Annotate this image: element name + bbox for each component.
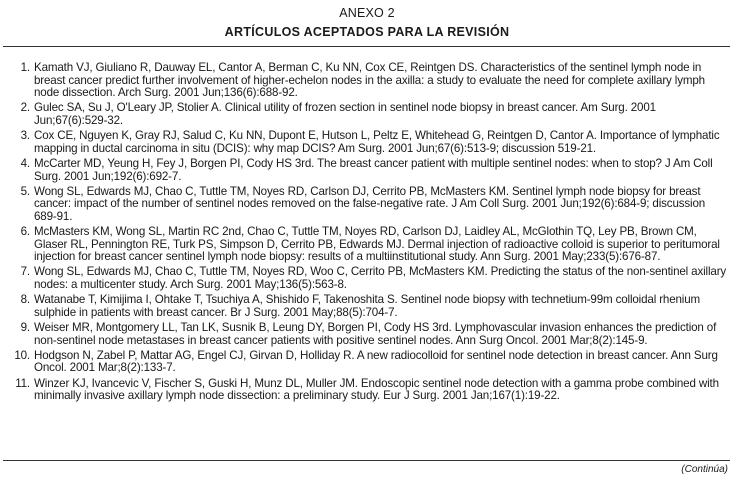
reference-text: Weiser MR, Montgomery LL, Tan LK, Susnik B, Leung DY, Borgen PI, Cody HS 3rd. Lymphovascular invasion enhances the prediction of non-sentinel node metastases in breast cancer patients with positive sentinel nodes. Ann Surg Oncol. 2001 Mar;8(2):145-9.: [34, 321, 717, 347]
reference-text: Winzer KJ, Ivancevic V, Fischer S, Guski H, Munz DL, Muller JM. Endoscopic sentinel node detection with a gamma probe combined with minimally invasive axillary lymph node dissection: a preliminary study. Eur J Surg. 2001 Jan;167(1):19-22.: [34, 376, 719, 403]
reference-number: 1.: [20, 61, 30, 74]
reference-text: Watanabe T, Kimijima I, Ohtake T, Tsuchiya A, Shishido F, Takenoshita S. Sentinel node biopsy with technetium-99m colloidal rhenium sulphide in patients with breast cancer. Br J Surg. 2001 May;88(5):704-7.: [34, 293, 701, 319]
reference-number: 7.: [20, 265, 30, 279]
reference-text: Wong SL, Edwards MJ, Chao C, Tuttle TM, Noyes RD, Woo C, Cerrito PB, McMasters KM. Predicting the status of the non-sentinel axillary nodes: a multicenter study. Arch Surg. 2001 May;136(5):563-8.: [34, 265, 727, 292]
reference-item: [20, 61, 728, 100]
reference-number: 10.: [14, 348, 30, 362]
reference-item: [20, 156, 728, 183]
reference-item: [20, 184, 728, 224]
reference-number: 2.: [20, 101, 30, 115]
reference-number: 4.: [20, 156, 30, 170]
reference-item: [20, 293, 728, 319]
reference-list: [14, 61, 728, 405]
reference-text: Hodgson N, Zabel P, Mattar AG, Engel CJ, Girvan D, Holliday R. A new radiocolloid for sentinel node detection in breast cancer. Ann Surg Oncol. 2001 Mar;8(2):133-7.: [34, 348, 718, 375]
reference-item: [20, 101, 728, 127]
reference-text: Wong SL, Edwards MJ, Chao C, Tuttle TM, Noyes RD, Carlson DJ, Cerrito PB, McMasters KM. Sentinel lymph node biopsy for breast cancer: impact of the number of sentinel nodes removed on the false-negative rate. J Am Coll Surg. 2001 Jun;192(6):684-9; discussion 689-91.: [34, 184, 706, 223]
reference-item: [14, 348, 728, 375]
bottom-rule: [3, 460, 730, 461]
reference-number: 11.: [15, 376, 30, 390]
reference-text: McMasters KM, Wong SL, Martin RC 2nd, Chao C, Tuttle TM, Noyes RD, Carlson DJ, Laidley AL, McGlothin TQ, Ley PB, Brown CM, Glaser RL, Pennington RE, Turk PS, Simpson D, Cerrito PB, Edwards MJ. Dermal injection of radioactive colloid is superior to peritumoral injection for breast cancer sentinel lymph node biopsy: results of a multiinstitutional study. Ann Surg. 2001 May;233(5):676-87.: [34, 225, 720, 264]
reference-number: 9.: [20, 321, 30, 335]
reference-text: Gulec SA, Su J, O'Leary JP, Stolier A. Clinical utility of frozen section in sentinel node biopsy in breast cancer. Am Surg. 2001 Jun;67(6):529-32.: [34, 101, 656, 127]
reference-number: 6.: [20, 225, 30, 239]
continued-note: (Continúa): [681, 464, 728, 475]
reference-item: [20, 225, 728, 264]
reference-text: Kamath VJ, Giuliano R, Dauway EL, Cantor A, Berman C, Ku NN, Cox CE, Reintgen DS. Characteristics of the sentinel lymph node in breast cancer predict further involvement of higher-echelon nodes in the axilla: a study to evaluate the need for complete axillary lymph node dissection. Arch Surg. 2001 Jun;136(6):688-92.: [34, 61, 705, 100]
reference-text: McCarter MD, Yeung H, Fey J, Borgen PI, Cody HS 3rd. The breast cancer patient with multiple sentinel nodes: when to stop? J Am Coll Surg. 2001 Jun;192(6):692-7.: [34, 156, 713, 183]
top-rule: [3, 46, 730, 47]
reference-item: [20, 265, 728, 292]
reference-text: Cox CE, Nguyen K, Gray RJ, Salud C, Ku NN, Dupont E, Hutson L, Peltz E, Whitehead G, Reintgen D, Cantor A. Importance of lymphatic mapping in ductal carcinoma in situ (DCIS): why map DCIS? Am Surg. 2001 Jun;67(6):513-9; discussion 519-21.: [34, 129, 720, 155]
reference-number: 5.: [20, 184, 30, 198]
reference-item: [15, 376, 728, 403]
page-title: ARTÍCULOS ACEPTADOS PARA LA REVISIÓN: [224, 25, 510, 39]
reference-number: 3.: [20, 129, 30, 143]
reference-item: [20, 129, 728, 155]
reference-number: 8.: [20, 293, 30, 307]
reference-item: [20, 321, 728, 347]
annex-label: ANEXO 2: [339, 6, 395, 20]
